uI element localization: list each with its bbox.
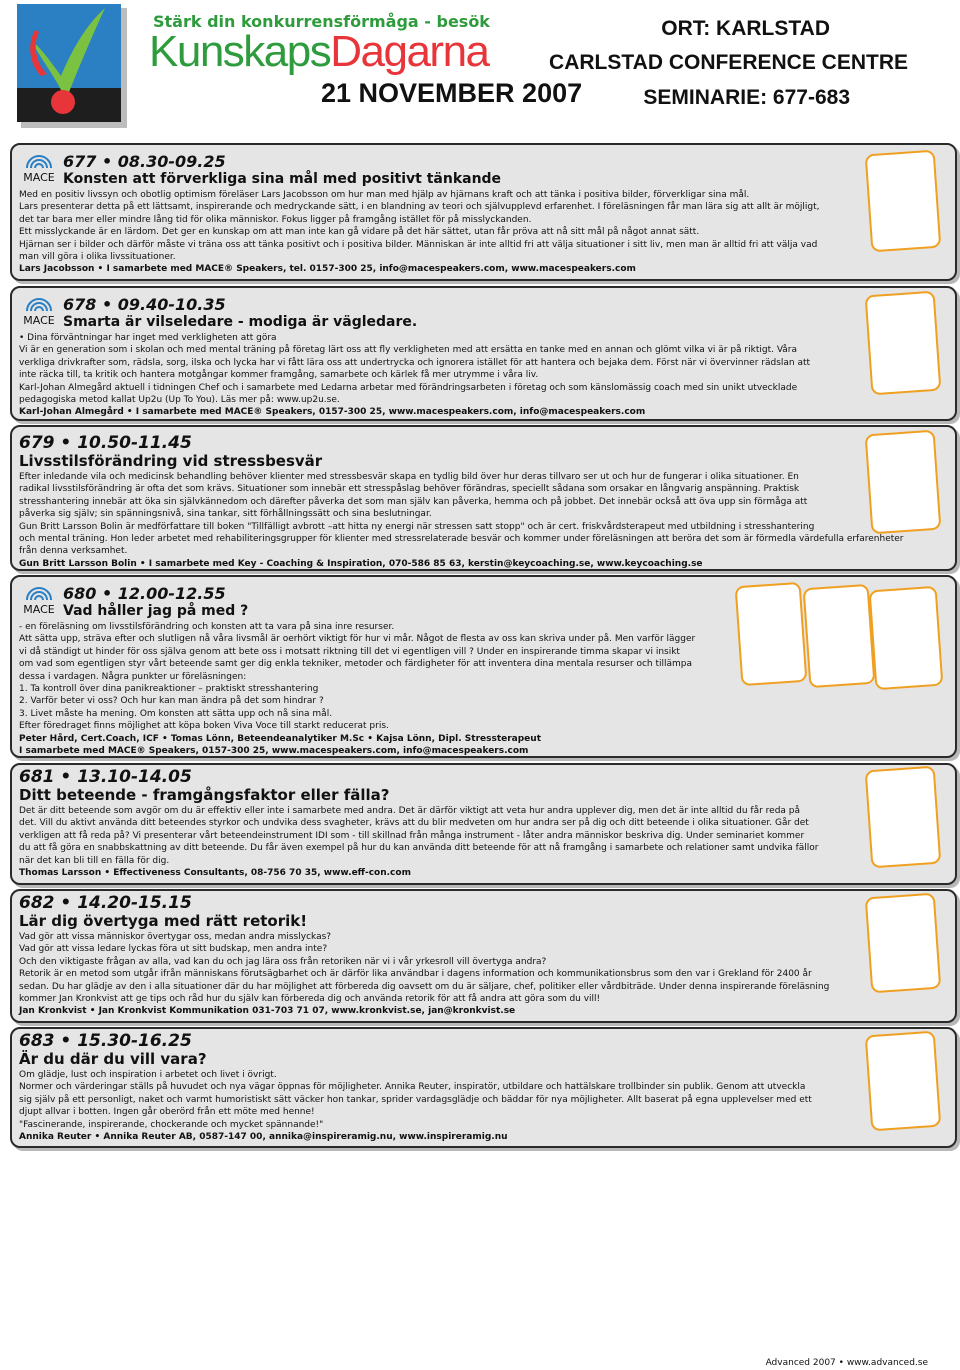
session-681 xyxy=(10,763,957,885)
description-line: och mental träning. Hon leder arbetet med rehabiliteringsgrupper för klienter med stressrelaterade besvär och kommer under föreläsningen att beröra det som är förmedla värdefulla erfarenheter xyxy=(19,534,904,545)
description-line: Gun Britt Larsson Bolin är medförfattare till boken "Tillfälligt avbrott –att hitta ny energi när stressen satt stopp" och är cert. friskvårdsterapeut med utbildning i stresshantering xyxy=(19,521,815,532)
session-description xyxy=(19,332,859,419)
svg-text:MACE: MACE xyxy=(23,171,55,184)
description-line: radikal livsstilsförändring är ofta det som krävs. Situationer som innebär ett stresspåslag behöver förändras, speciellt sådana som orsakar en långvarig anspänning. Praktisk xyxy=(19,484,800,495)
note-box xyxy=(865,430,942,535)
speaker-contact: Thomas Larsson • Effectiveness Consultants, 08-756 70 35, www.eff-con.com xyxy=(19,868,411,879)
mace-logo xyxy=(19,584,59,618)
description-line: Vi är en generation som i skolan och med mental träning på företag lärt oss att fly verkligheten med att ersätta en tanke med en annan och glömt vilka vi är på riktigt. Våra xyxy=(19,345,798,356)
tagline: Stärk din konkurrensförmåga - besök xyxy=(153,12,490,31)
note-box xyxy=(865,1031,942,1132)
description-line: man vill göra i olika livssituationer. xyxy=(19,252,176,263)
speaker-contact: Karl-Johan Almegård • I samarbete med MACE® Speakers, 0157-300 25, www.macespeakers.com, info@macespeakers.com xyxy=(19,407,646,418)
session-title: Konsten att förverkliga sina mål med positivt tänkande xyxy=(63,171,502,187)
description-line: påverka sig själv; sin spänningsnivå, sina tankar, sitt förhållningssätt och sina beslutningar. xyxy=(19,509,432,520)
mace-logo xyxy=(19,295,59,329)
session-header xyxy=(19,894,859,930)
session-679 xyxy=(10,425,957,571)
svg-text:MACE: MACE xyxy=(23,314,55,327)
kunskapsdagarna-logo xyxy=(17,4,127,128)
session-title: Är du där du vill vara? xyxy=(19,1050,207,1068)
brand-title-part2: Dagarna xyxy=(330,27,489,76)
description-line: stresshantering innebär att öka sin självkännedom och därefter påverka det som man själv kan påverka, hemma och på jobbet. Det innebär också att öva upp sin förmåga att xyxy=(19,496,808,507)
description-line: Vad gör att vissa människor övertygar oss, medan andra misslyckas? xyxy=(19,932,332,942)
note-box xyxy=(865,893,942,994)
session-683 xyxy=(10,1027,957,1148)
description-line: från denna verksamhet. xyxy=(19,546,128,557)
svg-text:MACE: MACE xyxy=(23,603,55,616)
speaker-contact: Annika Reuter • Annika Reuter AB, 0587-147 00, annika@inspireramig.nu, www.inspireramig.nu xyxy=(19,1132,508,1143)
session-header xyxy=(19,768,859,804)
speaker-contact: Peter Hård, Cert.Coach, ICF • Tomas Lönn, Beteendeanalytiker M.Sc • Kajsa Lönn, Dipl. Stressterapeut xyxy=(19,733,541,744)
speaker-contact: I samarbete med MACE® Speakers, 0157-300 25, www.macespeakers.com, info@macespeakers.com xyxy=(19,746,529,757)
session-title: Vad håller jag på med ? xyxy=(63,603,249,619)
session-time: 683 • 15.30-16.25 xyxy=(19,1031,192,1051)
session-header xyxy=(19,295,859,331)
description-line: Att sätta upp, sträva efter och slutligen nå våra livsmål är oerhört viktigt för hur vi mår. Något de flesta av oss kan skriva under på. Men varför lägger xyxy=(19,634,696,645)
session-682 xyxy=(10,889,957,1023)
session-header xyxy=(19,1032,859,1068)
note-box xyxy=(865,150,942,253)
seminar-numbers: SEMINARIE: 677-683 xyxy=(643,86,850,109)
description-line: Vad gör att vissa ledare lyckas föra ut sitt budskap, men andra inte? xyxy=(19,944,328,955)
session-description xyxy=(19,805,859,879)
description-line: om vad som egentligen styr vårt beteende samt ger dig enkla tekniker, metoder och färdigheter för att inventera dina mentala resurser och tillämpa xyxy=(19,659,693,670)
note-box xyxy=(735,582,808,686)
session-title: Smarta är vilseledare - modiga är vägledare. xyxy=(63,314,418,330)
description-line: sig själv på ett personligt, naket och varmt humoristiskt sätt väcker hon tankar, sprider vardagsglädje och bäddar för nya möjligheter. Allt baserat på egna upplevelser med ett xyxy=(19,1094,812,1105)
description-line: Hjärnan ser i bilder och därför måste vi träna oss att tänka positivt och i positiva bilder. Människan är inte alltid fri att välja situationer i sitt liv, men man är alltid fri att välja vad xyxy=(19,239,818,250)
description-line: pedagogiska metod kallat Up2u (Up To You). Läs mer på: www.up2u.se. xyxy=(19,395,340,406)
description-line: Efter inledande vila och medicinsk behandling behöver klienter med stressbesvär skapa en tydlig bild över hur deras tillvaro ser ut och hur de fungerar i olika situationer. En xyxy=(19,472,799,482)
description-line: Med en positiv livssyn och obotlig optimism föreläser Lars Jacobsson om hur man med hjälp av hjärnans kraft och att tänka i positiva bilder, förverkligar sina mål. xyxy=(19,190,750,200)
description-line: Normer och värderingar ställs på huvudet och nya vägar öppnas för möjligheter. Annika Reuter, inspiratör, utbildare och hattälskare trollbinder sin publik. Genom att utveckla xyxy=(19,1082,806,1093)
description-line: Lars presenterar detta på ett lättsamt, inspirerande och medryckande sätt, i en blandning av teori och självupplevd erfarenhet. I föreläsningen får man lära sig att allt är möjligt, xyxy=(19,202,820,213)
note-box xyxy=(865,766,942,869)
session-title: Ditt beteende - framgångsfaktor eller fälla? xyxy=(19,786,390,804)
description-line: 1. Ta kontroll över dina panikreaktioner – praktiskt stresshantering xyxy=(19,684,319,695)
session-description xyxy=(19,931,859,1018)
description-line: Ett misslyckande är en lärdom. Det ger en kunskap om att man inte kan gå vidare på det här sättet, utan får pröva att nå sitt mål på något annat sätt. xyxy=(19,227,700,238)
description-line: verkliga drivkrafter som, rädsla, sorg, ilska och lycka har vi fått lära oss att undertrycka och ignorera istället för att hantera och bejaka dem. Först när vi övervinner rädslan att xyxy=(19,357,811,368)
session-time: 677 • 08.30-09.25 xyxy=(63,152,226,171)
mace-logo xyxy=(19,152,59,186)
session-time: 682 • 14.20-15.15 xyxy=(19,893,192,913)
description-line: Och den viktigaste frågan av alla, vad kan du och jag lära oss från retoriken när vi i vår yrkesroll vill övertyga andra? xyxy=(19,956,547,967)
description-line: det tar bara mer eller mindre lång tid för olika människor. Fokus ligger på framgång istället för på misslyckanden. xyxy=(19,214,532,225)
session-description xyxy=(19,189,859,276)
session-time: 680 • 12.00-12.55 xyxy=(63,584,226,603)
description-line: vi då ständigt ut hinder för oss själva genom att bete oss i motsatt riktning till det vi egentligen vill ? Under en inspirerande timma skapar vi insikt xyxy=(19,646,680,657)
description-line: Om glädje, lust och inspiration i arbetet och livet i övrigt. xyxy=(19,1070,277,1080)
footer-credit: Advanced 2007 • www.advanced.se xyxy=(765,1358,928,1368)
note-box xyxy=(803,584,876,688)
session-time: 678 • 09.40-10.35 xyxy=(63,295,226,314)
event-venue: CARLSTAD CONFERENCE CENTRE xyxy=(549,51,908,74)
description-line: Det är ditt beteende som avgör om du är effektiv eller inte i samarbete med andra. Det är därför viktigt att veta hur andra upplever dig, men det är inte alltid du får reda på xyxy=(19,806,801,816)
description-line: kommer Jan Kronkvist att ge tips och råd hur du själv kan förbereda dig och använda retorik för att få andra att göra som du vill! xyxy=(19,994,601,1005)
session-header xyxy=(19,584,859,620)
speaker-contact: Lars Jacobsson • I samarbete med MACE® Speakers, tel. 0157-300 25, info@macespeakers.com, www.macespeakers.com xyxy=(19,264,636,275)
session-678 xyxy=(10,286,957,421)
description-line: 3. Livet måste ha mening. Om konsten att sätta upp och nå sina mål. xyxy=(19,708,333,719)
description-line: Retorik är en metod som utgår ifrån människans förutsägbarhet och är därför lika användbar i dagens information och kommunikationsbrus som den var i Grekland för 2400 år xyxy=(19,969,812,980)
speaker-contact: Jan Kronkvist • Jan Kronkvist Kommunikation 031-703 71 07, www.kronkvist.se, jan@kronkvist.se xyxy=(19,1006,516,1017)
session-header xyxy=(19,434,859,470)
session-time: 681 • 13.10-14.05 xyxy=(19,767,192,787)
session-title: Livsstilsförändring vid stressbesvär xyxy=(19,452,323,470)
description-line: inte räcka till, ta kritik och hantera motgångar kommer framgång, samarbete och kärlek få mer utrymme i våra liv. xyxy=(19,370,539,381)
session-677 xyxy=(10,143,957,281)
brand-title-part1: Kunskaps xyxy=(149,27,331,76)
session-description xyxy=(19,1069,859,1143)
session-header xyxy=(19,152,859,188)
event-date: 21 NOVEMBER 2007 xyxy=(321,78,583,108)
brand-title xyxy=(149,27,489,76)
description-line: Efter föredraget finns möjlighet att köpa boken Viva Voce till starkt reducerat pris. xyxy=(19,721,389,732)
description-line: - en föreläsning om livsstilsförändring och konsten att ta vara på sina inre resurser. xyxy=(19,622,395,632)
description-line: dessa i vardagen. Några punkter ur föreläsningen: xyxy=(19,671,247,682)
description-line: • Dina förväntningar har inget med verkligheten att göra xyxy=(19,333,277,343)
description-line: du att få göra en snabbskattning av ditt beteende. Du får även exempel på hur du kan använda ditt beteende för att nå framgång i samarbete och relationer samt undvika fällor xyxy=(19,843,819,854)
description-line: verkligen att få reda på? Vi presenterar vårt beteendeinstrument IDI som - till skillnad från många instrument - låter andra människor beskriva dig. Under seminariet kommer xyxy=(19,830,805,841)
note-box xyxy=(869,586,944,690)
note-box xyxy=(865,291,942,396)
description-line: när det kan bli till en fälla för dig. xyxy=(19,855,170,866)
session-time: 679 • 10.50-11.45 xyxy=(19,433,192,453)
description-line: det. Vill du aktivt använda ditt beteendes styrkor och undvika dess svagheter, krävs att du blir medveten om hur andra ser på dig och ditt beteende i olika situationer. Går det xyxy=(19,818,809,829)
event-location: ORT: KARLSTAD xyxy=(661,17,830,40)
session-description xyxy=(19,471,904,570)
description-line: Karl-Johan Almegård aktuell i tidningen Chef och i samarbete med Ledarna arbetar med förändringsarbeten i företag och som känslomässig coach med sin unikt utvecklade xyxy=(19,382,798,393)
description-line: sedan. Du har glädje av den i alla situationer där du har möjlighet att förbereda dig oavsett om du är säljare, chef, politiker eller vårdbiträde. Under denna inspirerande föreläsning xyxy=(19,981,830,992)
session-description xyxy=(19,621,859,757)
session-title: Lär dig övertyga med rätt retorik! xyxy=(19,912,308,930)
description-line: djupt allvar i botten. Ingen går oberörd från ett möte med henne! xyxy=(19,1107,315,1118)
description-line: 2. Varför beter vi oss? Och hur kan man ändra på det som hindrar ? xyxy=(19,696,324,707)
description-line: "Fascinerande, inspirerande, chockerande och mycket spännande!" xyxy=(19,1119,324,1130)
speaker-contact: Gun Britt Larsson Bolin • I samarbete med Key - Coaching & Inspiration, 070-586 85 63, kerstin@keycoaching.se, www.keycoaching.se xyxy=(19,558,703,569)
